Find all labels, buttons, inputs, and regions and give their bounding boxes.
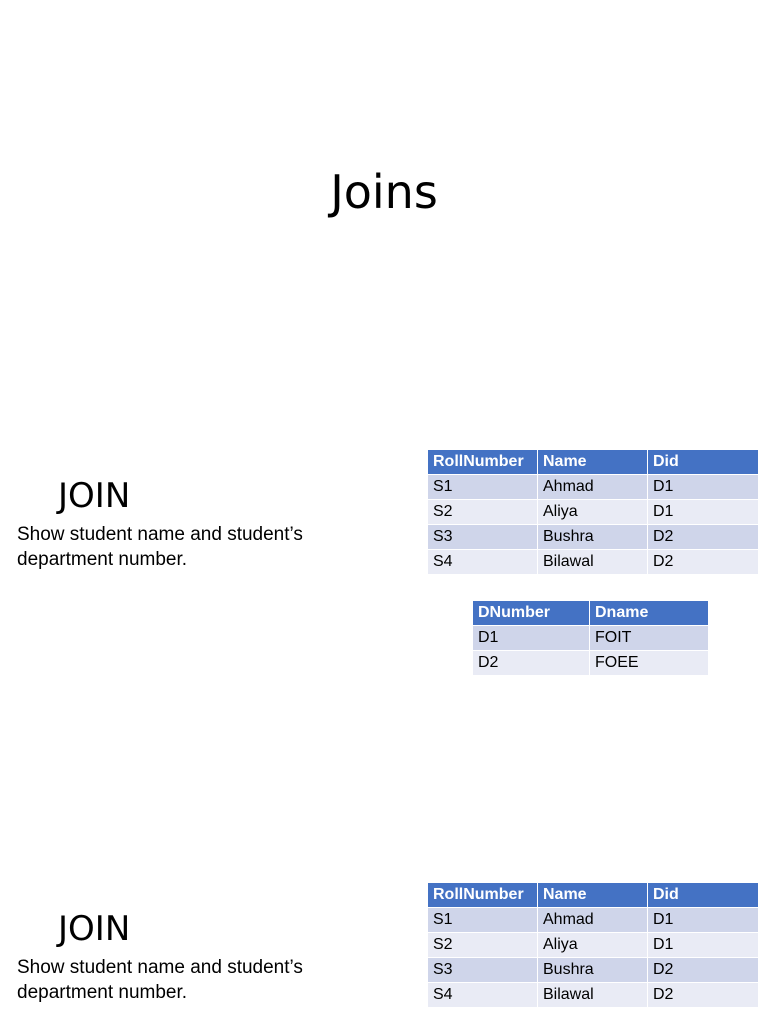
column-header: Name	[538, 883, 648, 908]
table-cell: Ahmad	[538, 908, 648, 933]
table-cell: D2	[648, 958, 758, 983]
table-cell: Aliya	[538, 500, 648, 525]
table-cell: D2	[648, 983, 758, 1008]
table-cell: D2	[648, 525, 758, 550]
table-row	[428, 933, 758, 958]
table-row	[428, 475, 758, 500]
column-header: RollNumber	[428, 450, 538, 475]
table-row	[428, 983, 758, 1008]
table-cell: S4	[428, 550, 538, 575]
table-row	[428, 908, 758, 933]
title-slide	[0, 0, 768, 400]
table-cell: S3	[428, 525, 538, 550]
department-table	[473, 601, 708, 676]
table-cell: S1	[428, 475, 538, 500]
table-cell: D1	[648, 908, 758, 933]
column-header: Name	[538, 450, 648, 475]
table-row	[428, 525, 758, 550]
table-cell: FOEE	[590, 651, 708, 676]
slide-description: Show student name and student’s department number.	[17, 524, 303, 570]
table-cell: D1	[648, 475, 758, 500]
slide-heading: JOIN	[58, 909, 131, 949]
table-cell: FOIT	[590, 626, 708, 651]
column-header: DNumber	[473, 601, 590, 626]
table-cell: S1	[428, 908, 538, 933]
table-row	[428, 958, 758, 983]
column-header: Did	[648, 883, 758, 908]
table-cell: S4	[428, 983, 538, 1008]
column-header: Did	[648, 450, 758, 475]
table-row	[473, 626, 708, 651]
table-cell: Bilawal	[538, 550, 648, 575]
table-cell: D1	[473, 626, 590, 651]
table-cell: Ahmad	[538, 475, 648, 500]
table-header-row	[428, 450, 758, 475]
table-header-row	[428, 883, 758, 908]
table-cell: D1	[648, 500, 758, 525]
table-cell: S2	[428, 933, 538, 958]
table-cell: S2	[428, 500, 538, 525]
slide-title: Joins	[330, 165, 438, 219]
table-cell: D2	[473, 651, 590, 676]
student-table	[428, 883, 758, 1008]
table-row	[428, 550, 758, 575]
table-cell: Bushra	[538, 958, 648, 983]
column-header: Dname	[590, 601, 708, 626]
slide-heading: JOIN	[58, 476, 131, 516]
column-header: RollNumber	[428, 883, 538, 908]
student-table	[428, 450, 758, 575]
table-header-row	[473, 601, 708, 626]
table-cell: Bushra	[538, 525, 648, 550]
table-cell: Bilawal	[538, 983, 648, 1008]
table-row	[473, 651, 708, 676]
table-cell: D2	[648, 550, 758, 575]
table-cell: Aliya	[538, 933, 648, 958]
table-cell: D1	[648, 933, 758, 958]
table-cell: S3	[428, 958, 538, 983]
slide-description: Show student name and student’s department number.	[17, 957, 303, 1003]
table-row	[428, 500, 758, 525]
